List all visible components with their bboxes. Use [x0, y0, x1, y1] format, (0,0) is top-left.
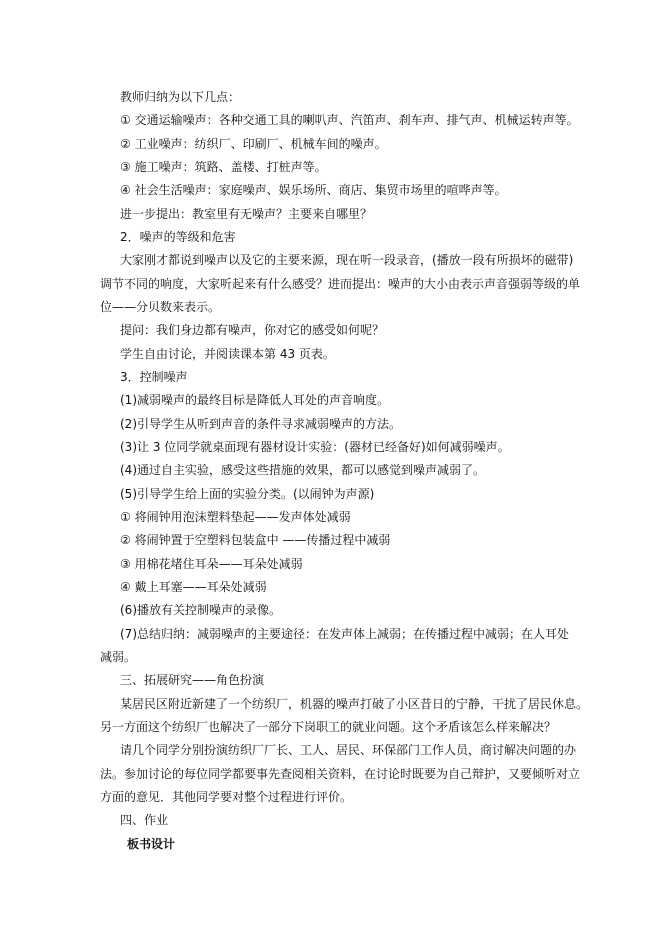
text-line: ③ 施工噪声：筑路、盖楼、打桩声等。 [120, 160, 327, 174]
text-line: 另一方面这个纺织厂也解决了一部分下岗职工的就业问题。这个矛盾该怎么样来解决？ [100, 720, 557, 734]
text-line: 请几个同学分别扮演纺织厂厂长、工人、居民、环保部门工作人员，商讨解决问题的办 [120, 743, 577, 757]
text-line: ④ 社会生活噪声：家庭噪声、娱乐场所、商店、集贸市场里的喧哗声等。 [120, 183, 507, 197]
text-line: (6)播放有关控制噪声的录像。 [120, 603, 281, 617]
text-line: ② 工业噪声：纺织厂、印刷厂、机械车间的噪声。 [120, 137, 387, 151]
text-line: ④ 戴上耳塞——耳朵处减弱 [120, 580, 267, 594]
text-line: (4)通过自主实验，感受这些措施的效果，都可以感觉到噪声减弱了。 [120, 463, 486, 477]
text-line: 提问：我们身边都有噪声，你对它的感受如何呢？ [120, 323, 385, 337]
text-line: 某居民区附近新建了一个纺织厂，机器的噪声打破了小区昔日的宁静，干扰了居民休息。 [120, 697, 589, 711]
section-heading: 3．控制噪声 [120, 370, 188, 384]
text-line: 方面的意见．其他同学要对整个过程进行评价。 [100, 790, 353, 804]
section-heading: 四、作业 [120, 813, 169, 827]
text-line: (2)引导学生从听到声音的条件寻求减弱噪声的方法。 [120, 417, 402, 431]
text-line: (7)总结归纳：减弱噪声的主要途径：在发声体上减弱；在传播过程中减弱；在人耳处 [120, 627, 570, 641]
text-line: ② 将闹钟置于空塑料包装盒中 ——传播过程中减弱 [120, 533, 391, 547]
text-line: 进一步提出：教室里有无噪声？主要来自哪里？ [120, 207, 373, 221]
board-design-heading: 板书设计 [127, 837, 176, 851]
text-line: (5)引导学生给上面的实验分类。(以闹钟为声源) [120, 487, 375, 501]
text-line: 学生自由讨论，并阅读课本第 43 页表。 [120, 347, 335, 361]
text-line: (3)让 3 位同学就桌面现有器材设计实验：(器材已经备好)如何减弱噪声。 [120, 440, 510, 454]
text-line: (1)减弱噪声的最终目标是降低人耳处的声音响度。 [120, 393, 389, 407]
text-line: 大家刚才都说到噪声以及它的主要来源，现在听一段录音，(播放一段有所损坏的磁带) [120, 253, 574, 267]
text-line: 调节不同的响度，大家听起来有什么感受？进而提出：噪声的大小由表示声音强弱等级的单 [100, 277, 581, 291]
text-line: 法。参加讨论的每位同学都要事先查阅相关资料，在讨论时既要为自己辩护，又要倾听对立 [100, 767, 581, 781]
text-line: ① 将闹钟用泡沫塑料垫起——发声体处减弱 [120, 510, 351, 524]
text-line: ① 交通运输噪声：各种交通工具的喇叭声、汽笛声、刹车声、排气声、机械运转声等。 [120, 113, 579, 127]
text-line: ③ 用棉花堵住耳朵——耳朵处减弱 [120, 557, 303, 571]
section-heading: 三、拓展研究——角色扮演 [120, 673, 265, 687]
text-line: 教师归纳为以下几点： [120, 90, 241, 104]
text-line: 位——分贝数来表示。 [100, 300, 221, 314]
text-line: 减弱。 [100, 650, 137, 664]
section-heading: 2．噪声的等级和危害 [120, 230, 236, 244]
